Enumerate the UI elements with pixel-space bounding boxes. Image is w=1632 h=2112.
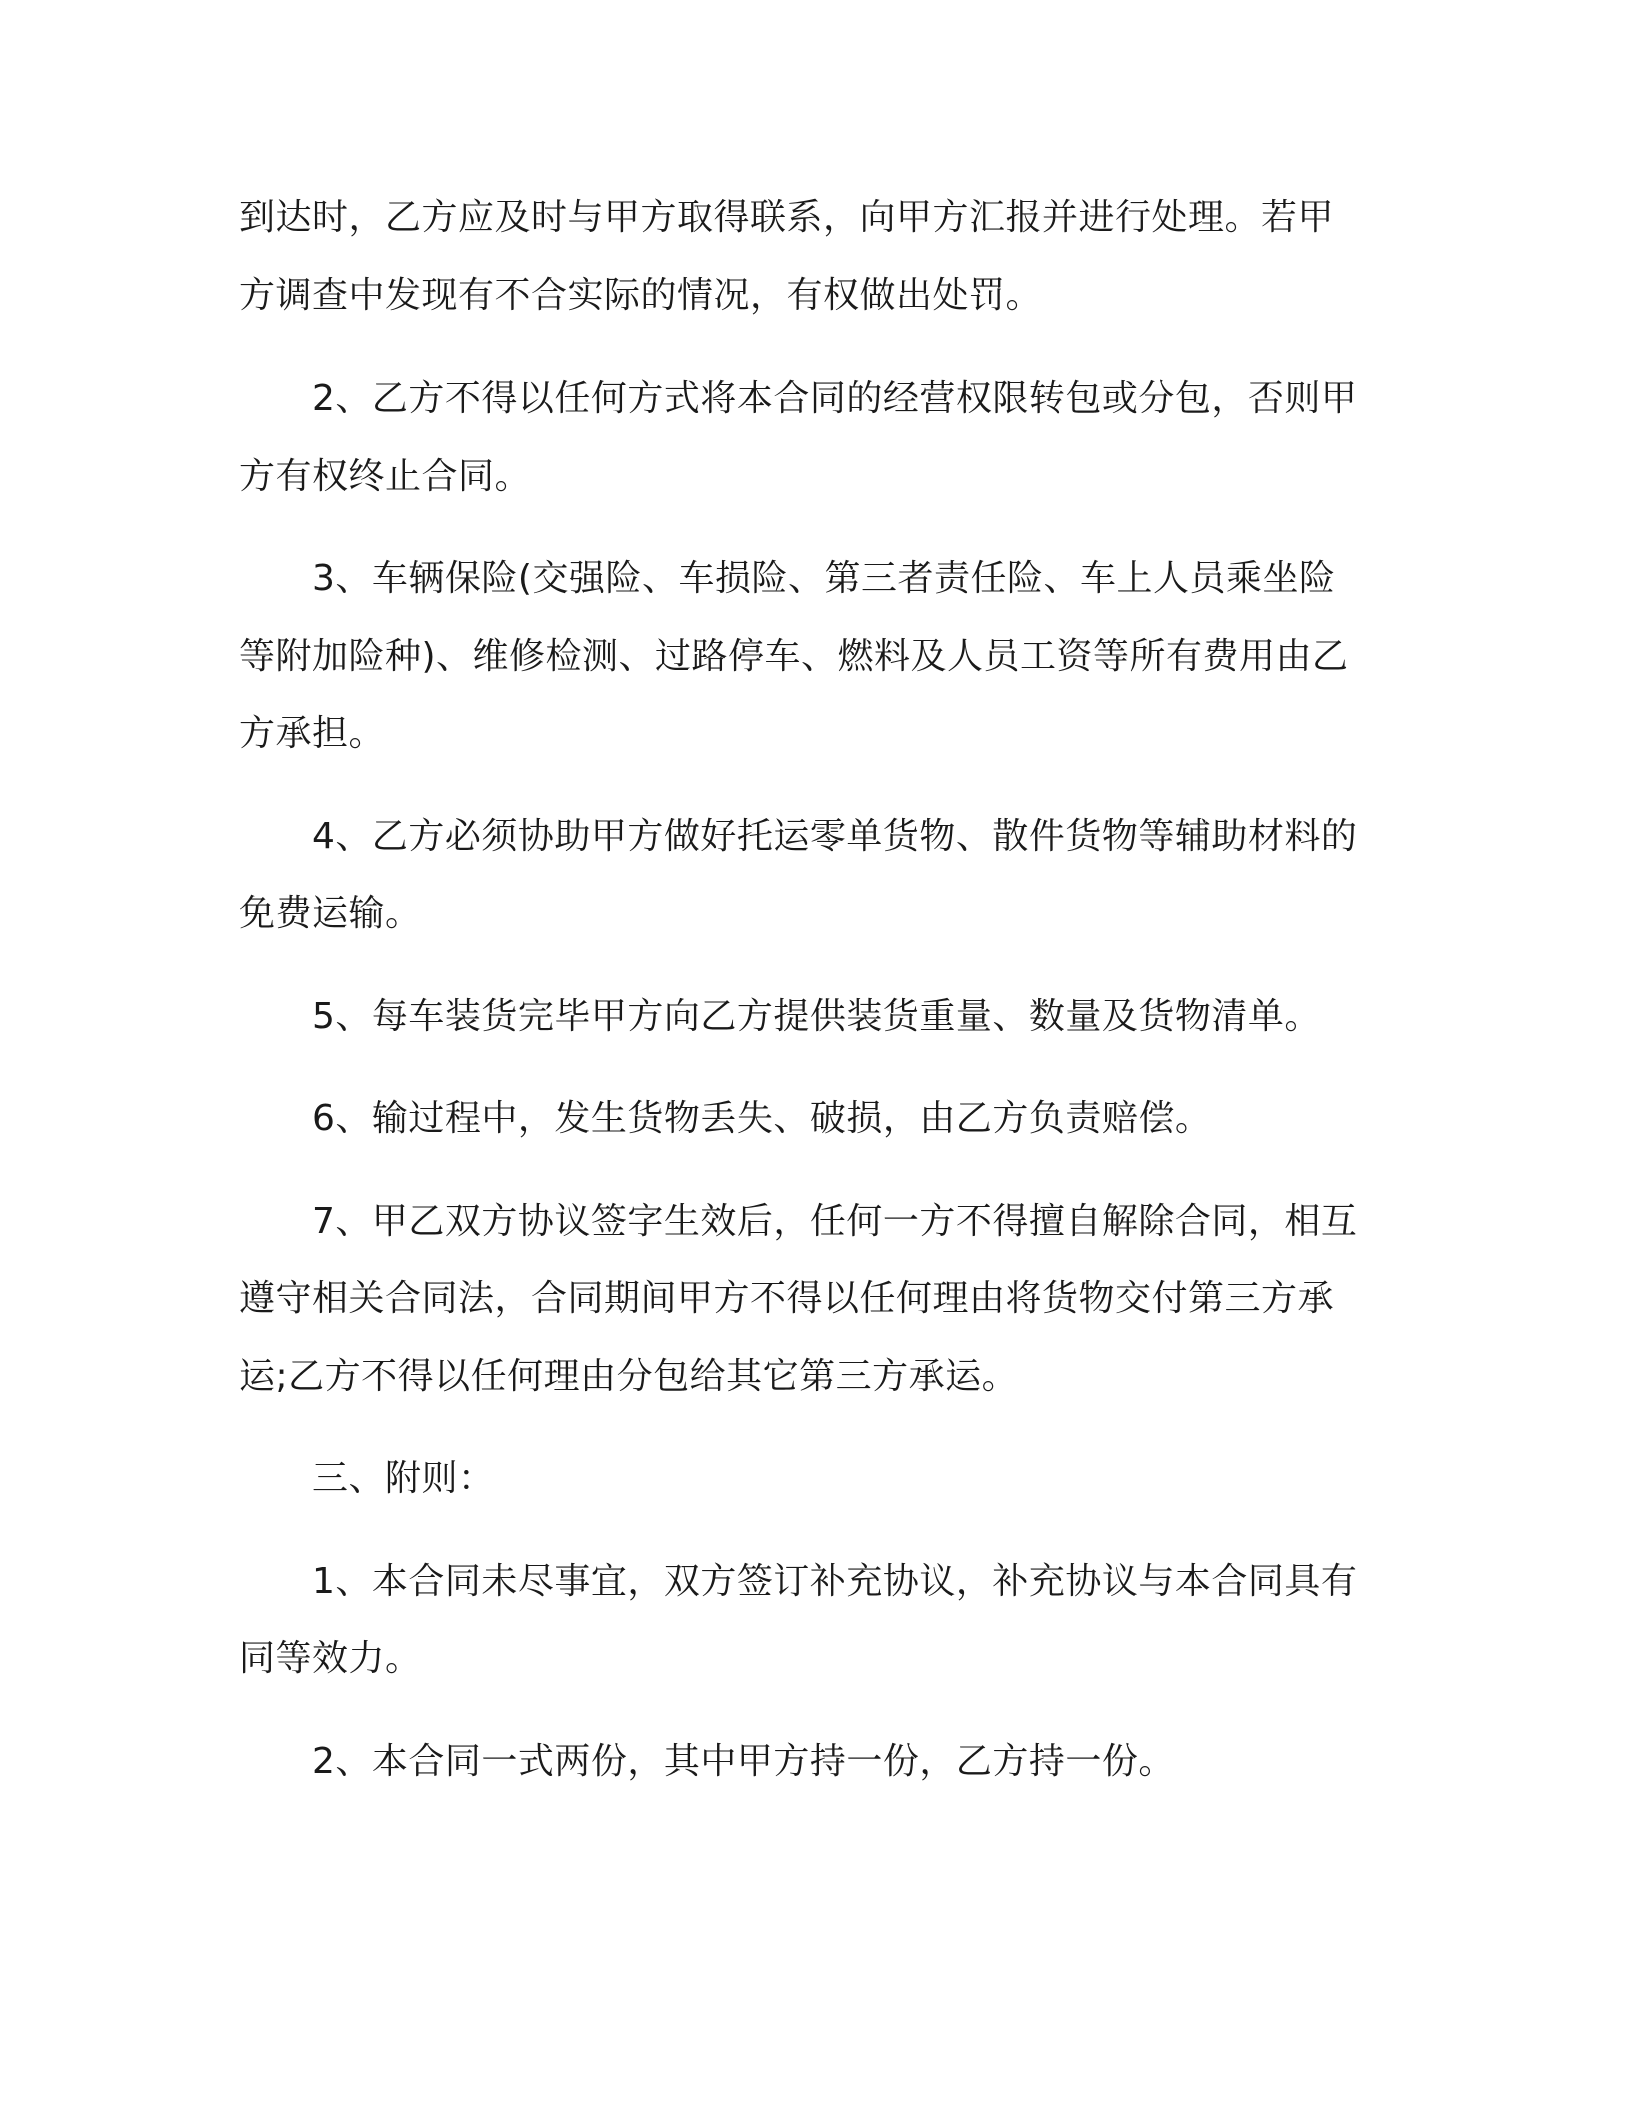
clause-2-line-1: 2、乙方不得以任何方式将本合同的经营权限转包或分包，否则甲 [312, 378, 1358, 419]
text-line-2: 方调查中发现有不合实际的情况，有权做出处罚。 [239, 275, 1043, 316]
clause-3-line-1: 3、车辆保险(交强险、车损险、第三者责任险、车上人员乘坐险 [312, 558, 1336, 599]
clause-2-line-2: 方有权终止合同。 [239, 456, 532, 497]
appendix-1-line-2: 同等效力。 [239, 1638, 422, 1679]
clause-7-line-3: 运;乙方不得以任何理由分包给其它第三方承运。 [239, 1356, 1019, 1397]
clause-3-line-2: 等附加险种)、维修检测、过路停车、燃料及人员工资等所有费用由乙 [239, 636, 1349, 677]
appendix-2-line-1: 2、本合同一式两份，其中甲方持一份，乙方持一份。 [312, 1741, 1175, 1782]
clause-4-line-1: 4、乙方必须协助甲方做好托运零单货物、散件货物等辅助材料的 [312, 816, 1358, 857]
text-line-1: 到达时，乙方应及时与甲方取得联系，向甲方汇报并进行处理。若甲 [239, 197, 1335, 238]
clause-5-line-1: 5、每车装货完毕甲方向乙方提供装货重量、数量及货物清单。 [312, 996, 1321, 1037]
clause-6-line-1: 6、输过程中，发生货物丢失、破损，由乙方负责赔偿。 [312, 1098, 1212, 1139]
appendix-1-line-1: 1、本合同未尽事宜，双方签订补充协议，补充协议与本合同具有 [312, 1561, 1358, 1602]
clause-7-line-2: 遵守相关合同法，合同期间甲方不得以任何理由将货物交付第三方承 [239, 1278, 1335, 1319]
clause-3-line-3: 方承担。 [239, 713, 386, 754]
section-heading-appendix: 三、附则： [312, 1458, 495, 1499]
clause-4-line-2: 免费运输。 [239, 893, 422, 934]
clause-7-line-1: 7、甲乙双方协议签字生效后，任何一方不得擅自解除合同，相互 [312, 1201, 1358, 1242]
